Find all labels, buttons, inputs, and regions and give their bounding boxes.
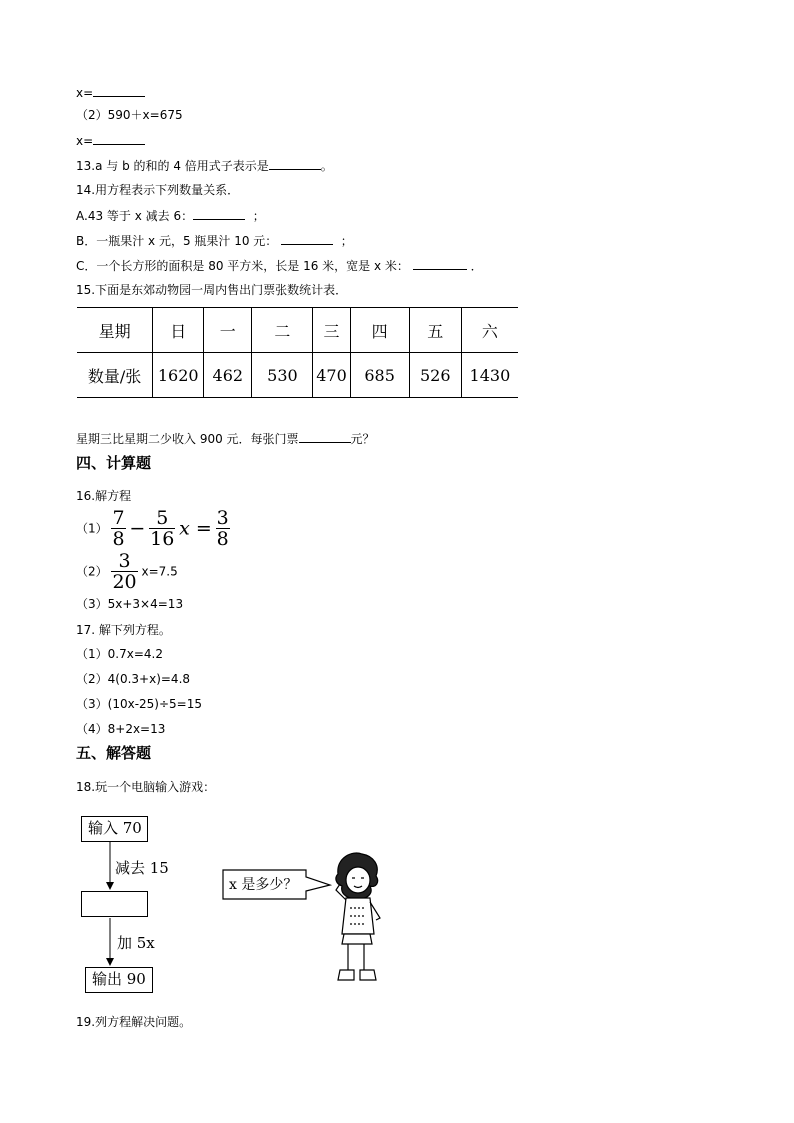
q14c-line [76,257,483,274]
answer-blank[interactable] [93,84,145,97]
answer-blank[interactable] [93,132,145,145]
table-cell: 462 [204,353,252,398]
flow-step1-label: 减去 15 [115,859,169,877]
table-cell: 数量/张 [77,353,153,398]
table-cell: 一 [204,308,252,353]
flow-input-box: 输入 70 [81,816,148,842]
q17-3: （3）(10x-25)÷5=15 [76,697,202,711]
arrow-down-icon [106,958,114,966]
answer-blank[interactable] [193,207,245,220]
q15-question-end: 元？ [350,432,375,446]
x-equals: x = [179,517,212,540]
q15-question-text: 星期三比星期二少收入 900 元．每张门票 [76,432,299,446]
speech-bubble-text: x 是多少？ [229,877,298,893]
q15-question [76,430,375,447]
fraction-denominator: 16 [150,528,175,550]
answer-blank[interactable] [281,232,333,245]
section-4-title: 四、计算题 [76,454,152,472]
q17-2: （2）4(0.3+x)=4.8 [76,672,191,686]
table-cell: 530 [252,353,313,398]
table-cell: 685 [350,353,409,398]
fraction [149,508,175,549]
q12b-answer-label: x= [76,134,94,148]
fraction-denominator: 8 [216,528,229,550]
table-cell: 526 [409,353,461,398]
q16-2-label: （2） [76,564,108,579]
table-cell: 四 [350,308,409,353]
table-cell: 星期 [77,308,153,353]
q12b-answer-line [76,132,145,149]
q14a-end: ； [252,209,265,223]
q16-title: 16.解方程 [76,489,132,503]
q12a-answer-label: x= [76,86,94,100]
q14-title: 14.用方程表示下列数量关系． [76,183,240,197]
fraction-denominator: 8 [112,528,125,550]
q14b-end: ； [340,234,353,248]
ticket-table [77,307,518,398]
q14c-end: ． [470,259,483,273]
q16-2-tail: x=7.5 [141,564,178,579]
answer-blank[interactable] [299,430,351,443]
q17-title: 17. 解下列方程。 [76,623,171,637]
q16-2-equation [76,551,178,592]
table-cell: 五 [409,308,461,353]
q17-1: （1）0.7x=4.2 [76,647,163,661]
table-cell: 470 [313,353,350,398]
q14b-text: B．一瓶果汁 x 元，5 瓶果汁 10 元： [76,234,278,248]
q17-4: （4）8+2x=13 [76,722,166,736]
q14c-text: C．一个长方形的面积是 80 平方米，长是 16 米，宽是 x 米： [76,259,409,273]
table-cell: 1430 [461,353,518,398]
q19-title: 19.列方程解决问题。 [76,1015,192,1029]
table-cell: 1620 [153,353,204,398]
flow-middle-box [81,891,148,917]
arrow-down-icon [106,882,114,890]
answer-blank[interactable] [269,157,321,170]
q16-1-label: （1） [76,521,108,536]
q15-title: 15.下面是东郊动物园一周内售出门票张数统计表． [76,283,348,297]
table-cell: 三 [313,308,350,353]
fraction [216,508,230,549]
minus-sign: − [129,517,146,540]
table-cell: 六 [461,308,518,353]
q12a-answer-line [76,84,145,101]
fraction-numerator: 3 [111,551,137,572]
q16-3-equation: （3）5x+3×4=13 [76,597,184,611]
q14a-line [76,207,265,224]
answer-blank[interactable] [413,257,467,270]
q14b-line [76,232,353,249]
table-row [77,353,518,398]
girl-illustration-icon [330,850,386,990]
q14a-text: A.43 等于 x 减去 6： [76,209,194,223]
fraction-denominator: 20 [112,571,137,593]
flow-step2-label: 加 5x [117,934,155,952]
table-cell: 二 [252,308,313,353]
q13-end: 。 [320,159,333,173]
q13-text: 13.a 与 b 的和的 4 倍用式子表示是 [76,159,269,173]
section-5-title: 五、解答题 [76,744,152,762]
q18-title: 18.玩一个电脑输入游戏： [76,780,216,794]
table-header-row [77,308,518,353]
table-cell: 日 [153,308,204,353]
fraction-numerator: 3 [216,507,229,529]
q13-line [76,157,333,174]
fraction-numerator: 7 [112,507,125,529]
q16-1-equation [76,508,230,549]
q12b-equation: （2）590＋x=675 [76,108,183,122]
fraction-numerator: 5 [149,508,175,529]
flow-output-box: 输出 90 [85,967,153,993]
fraction [111,551,137,592]
fraction [111,508,125,549]
